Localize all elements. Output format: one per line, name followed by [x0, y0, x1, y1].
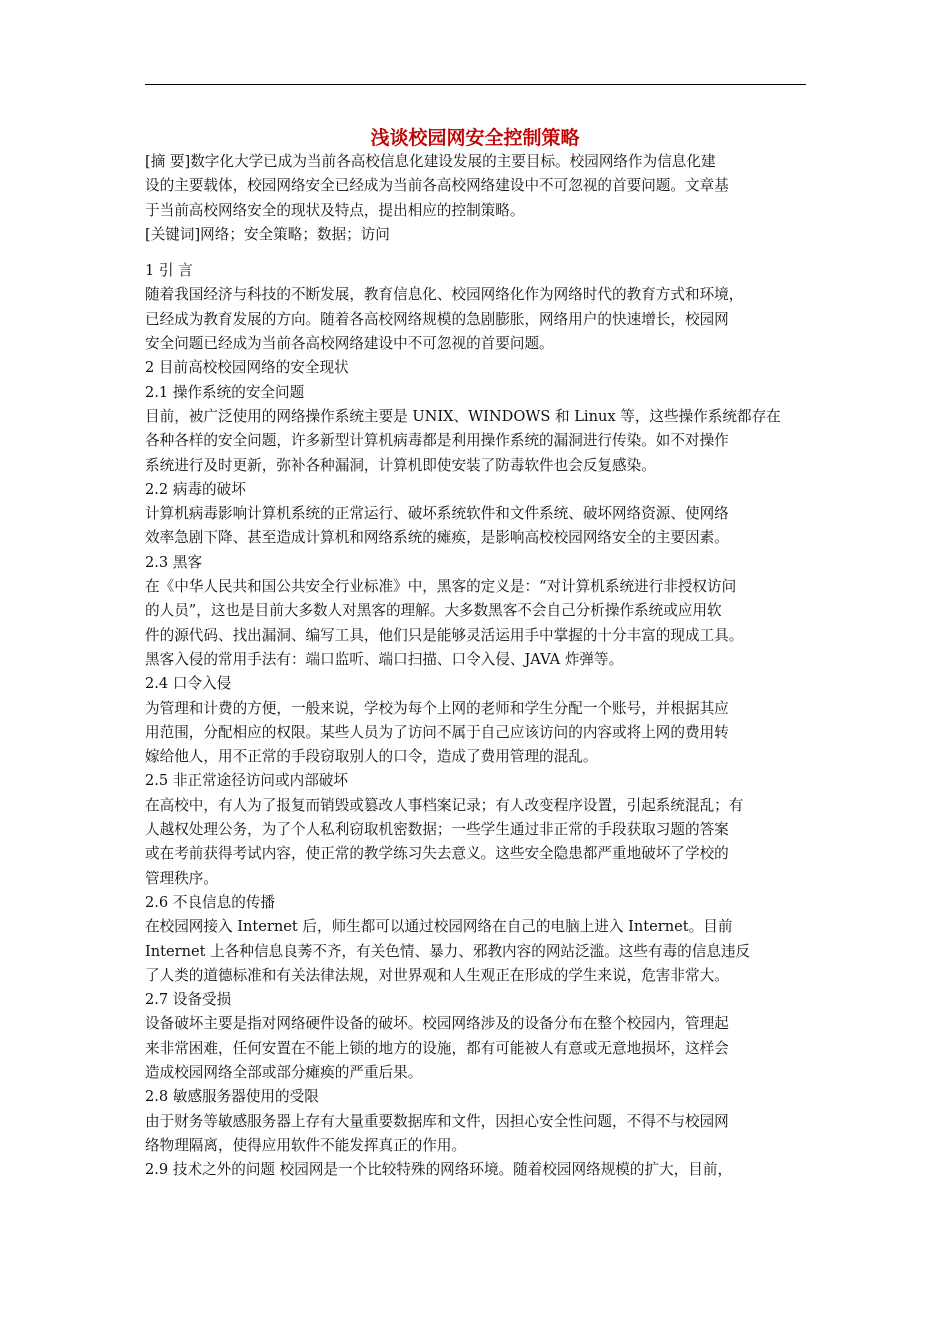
text-line: 2.5 非正常途径访问或内部破坏: [145, 772, 348, 790]
text-line: 目前，被广泛使用的网络操作系统主要是 UNIX、WINDOWS 和 Linux 等，这些操作系统都存在: [145, 407, 781, 425]
document-body: [145, 150, 810, 1182]
text-line: 2.6 不良信息的传播: [145, 893, 276, 911]
text-line: 设备破坏主要是指对网络硬件设备的破坏。校园网络涉及的设备分布在整个校园内，管理起: [145, 1015, 729, 1033]
text-line: 系统进行及时更新，弥补各种漏洞，计算机即使安装了防毒软件也会反复感染。: [145, 456, 656, 474]
text-line: 各种各样的安全问题，许多新型计算机病毒都是利用操作系统的漏洞进行传染。如不对操作: [145, 432, 729, 450]
blank-line: [145, 247, 810, 259]
header-rule: [145, 84, 806, 85]
text-line: 在高校中，有人为了报复而销毁或篡改人事档案记录；有人改变程序设置，引起系统混乱；有: [145, 796, 744, 814]
text-line: 来非常困难，任何安置在不能上锁的地方的设施，都有可能被人有意或无意地损坏，这样会: [145, 1039, 729, 1057]
text-line: 随着我国经济与科技的不断发展，教育信息化、校园网络化作为网络时代的教育方式和环境，: [145, 286, 744, 304]
text-line: 嫁给他人，用不正常的手段窃取别人的口令，造成了费用管理的混乱。: [145, 748, 598, 766]
text-line: 为管理和计费的方便，一般来说，学校为每个上网的老师和学生分配一个账号，并根据其应: [145, 699, 729, 717]
text-line: 用范围，分配相应的权限。某些人员为了访问不属于自己应该访问的内容或将上网的费用转: [145, 723, 729, 741]
text-line: 2.7 设备受损: [145, 991, 232, 1009]
text-line: 在校园网接入 Internet 后，师生都可以通过校园网络在自己的电脑上进入 Internet。目前: [145, 918, 733, 936]
text-line: 了人类的道德标准和有关法律法规，对世界观和人生观正在形成的学生来说，危害非常大。: [145, 966, 729, 984]
text-line: 件的源代码、找出漏洞、编写工具，他们只是能够灵活运用手中掌握的十分丰富的现成工具。: [145, 626, 744, 644]
text-line: 2.4 口令入侵: [145, 675, 232, 693]
document-title: 浅谈校园网安全控制策略: [370, 127, 580, 149]
text-line: 2.8 敏感服务器使用的受限: [145, 1088, 319, 1106]
text-line: 2.3 黑客: [145, 553, 203, 571]
text-line: 已经成为教育发展的方向。随着各高校网络规模的急剧膨胀，网络用户的快速增长，校园网: [145, 310, 729, 328]
text-line: 人越权处理公务，为了个人私利窃取机密数据；一些学生通过非正常的手段获取习题的答案: [145, 821, 729, 839]
text-line: 设的主要载体，校园网络安全已经成为当前各高校网络建设中不可忽视的首要问题。文章基: [145, 177, 729, 195]
text-line: 2 目前高校校园网络的安全现状: [145, 359, 349, 377]
text-line: 2.2 病毒的破坏: [145, 480, 246, 498]
text-line: 1 引 言: [145, 262, 193, 280]
text-line: 效率急剧下降、甚至造成计算机和网络系统的瘫痪，是影响高校校园网络安全的主要因素。: [145, 529, 729, 547]
text-line: 管理秩序。: [145, 869, 218, 887]
text-line: 安全问题已经成为当前各高校网络建设中不可忽视的首要问题。: [145, 335, 554, 353]
text-line: 或在考前获得考试内容，使正常的教学练习失去意义。这些安全隐患都严重地破坏了学校的: [145, 845, 729, 863]
text-line: 的人员”，这也是目前大多数人对黑客的理解。大多数黑客不会自己分析操作系统或应用软: [145, 602, 722, 620]
text-line: 由于财务等敏感服务器上存有大量重要数据库和文件，因担心安全性问题，不得不与校园网: [145, 1112, 729, 1130]
text-line: 造成校园网络全部或部分瘫痪的严重后果。: [145, 1063, 423, 1081]
text-line: 于当前高校网络安全的现状及特点，提出相应的控制策略。: [145, 201, 525, 219]
text-line: [关键词]网络；安全策略；数据；访问: [145, 225, 390, 243]
text-line: 络物理隔离，使得应用软件不能发挥真正的作用。: [145, 1136, 467, 1154]
text-line: Internet 上各种信息良莠不齐，有关色情、暴力、邪教内容的网站泛滥。这些有毒的信息违反: [145, 942, 751, 960]
text-line: 2.9 技术之外的问题 校园网是一个比较特殊的网络环境。随着校园网络规模的扩大，目前，: [145, 1161, 733, 1179]
text-line: 2.1 操作系统的安全问题: [145, 383, 305, 401]
text-line: 计算机病毒影响计算机系统的正常运行、破坏系统软件和文件系统、破坏网络资源、使网络: [145, 505, 729, 523]
text-line: [摘 要]数字化大学已成为当前各高校信息化建设发展的主要目标。校园网络作为信息化建: [145, 153, 716, 170]
text-line: 黑客入侵的常用手法有：端口监听、端口扫描、口令入侵、JAVA 炸弹等。: [145, 650, 624, 668]
text-line: 在《中华人民共和国公共安全行业标准》中，黑客的定义是：“对计算机系统进行非授权访问: [145, 578, 737, 596]
